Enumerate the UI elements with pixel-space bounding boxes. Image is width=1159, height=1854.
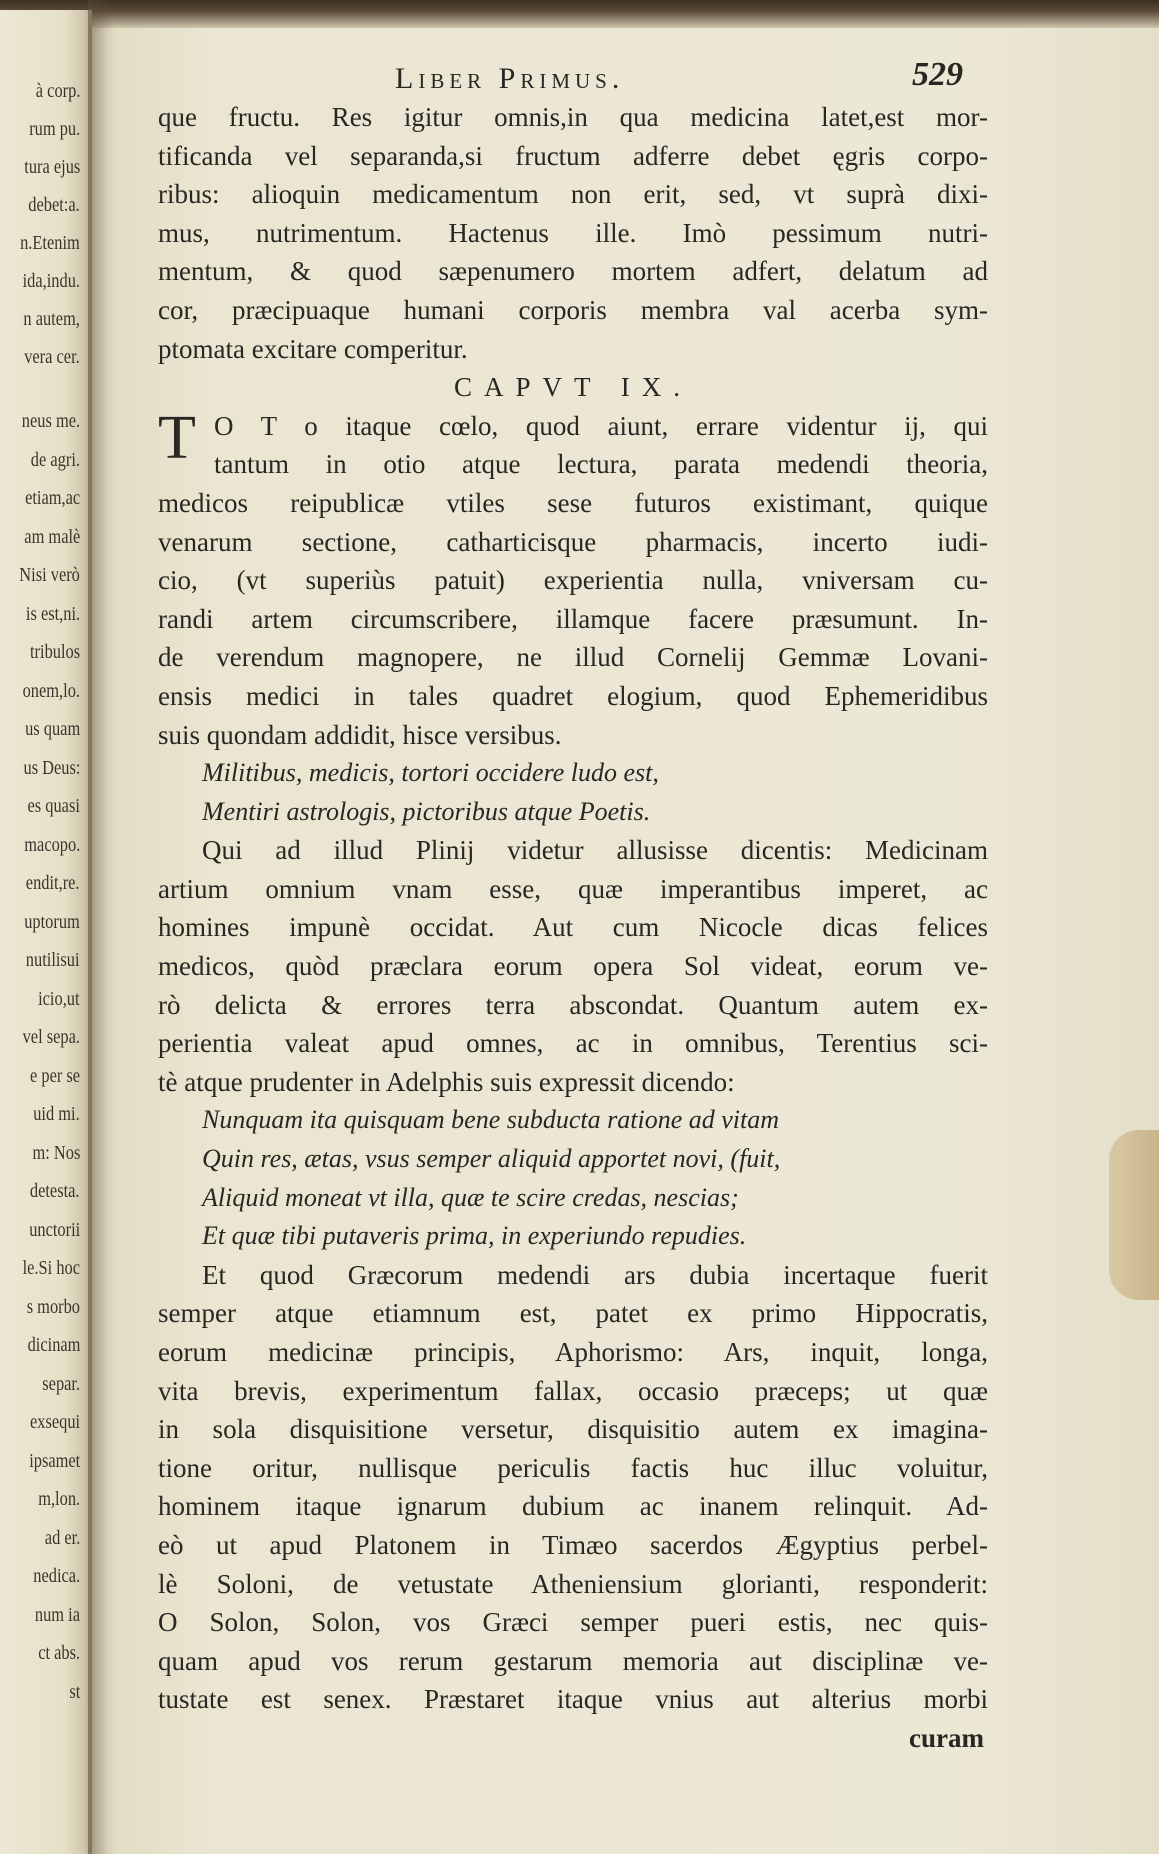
facing-page-fragment: us Deus: (23, 756, 80, 779)
facing-page-fragment: ct abs. (38, 1642, 80, 1664)
gutter-shadow (88, 0, 114, 1854)
body-line: medicos, quòd præclara eorum opera Sol videat, eorum ve- (158, 951, 988, 982)
body-line: hominem itaque ignarum dubium ac inanem relinquit. Ad- (158, 1491, 988, 1522)
body-line: ptomata excitare comperitur. (158, 333, 468, 364)
facing-page-fragment: vel sepa. (22, 1026, 80, 1048)
facing-page-fragment: dicinam (27, 1334, 80, 1356)
facing-page-fragment: tribulos (29, 641, 80, 663)
verse-line: Quin res, ætas, vsus semper aliquid apportet novi, (fuit, (202, 1144, 781, 1174)
facing-page-fragment: am malè (23, 525, 80, 548)
body-line: O Solon, Solon, vos Græci semper pueri estis, nec quis- (158, 1607, 988, 1638)
facing-page-fragment: unctorii (28, 1218, 80, 1241)
facing-page-fragment: le.Si hoc (22, 1257, 80, 1279)
body-line: tificanda vel separanda,si fructum adferre debet ęgris corpo- (158, 140, 988, 171)
facing-page-fragment: e per se (29, 1064, 80, 1087)
facing-page-fragment: etiam,ac (24, 487, 80, 509)
body-line: de verendum magnopere, ne illud Cornelij Gemmæ Lovani- (158, 642, 988, 673)
verse-line: Et quæ tibi putaveris prima, in experiundo repudies. (202, 1221, 747, 1251)
facing-page-fragment: detesta. (30, 1180, 80, 1202)
facing-page-fragment: n.Etenim (20, 232, 80, 254)
body-line: cor, præcipuaque humani corporis membra val acerba sym- (158, 294, 988, 325)
facing-page-fragment: à corp. (35, 80, 80, 102)
body-line: Qui ad illud Plinij videtur allusisse dicentis: Medicinam (202, 835, 988, 866)
facing-page-fragment: exsequi (29, 1411, 80, 1433)
body-line: medicos reipublicæ vtiles sese futuros existimant, quique (158, 487, 988, 518)
facing-page-fragment: m: Nos (32, 1141, 80, 1164)
facing-page-fragment: tura ejus (23, 156, 80, 178)
facing-page-strip (0, 10, 92, 1854)
facing-page-fragment: nutilisui (26, 949, 80, 971)
body-line: in sola disquisitione versetur, disquisitio autem ex imagina- (158, 1414, 988, 1445)
body-line: eò ut apud Platonem in Timæo sacerdos Ægyptius perbel- (158, 1529, 988, 1560)
facing-page-fragment: ida,indu. (22, 270, 80, 292)
page-header (0, 56, 1159, 102)
facing-page-fragment: uptorum (24, 910, 80, 933)
body-line: O T o itaque cœlo, quod aiunt, errare videntur ij, qui (214, 410, 988, 441)
body-line: homines impunè occidat. Aut cum Nicocle dicas felices (158, 912, 988, 943)
facing-page-fragment: st (69, 1680, 80, 1703)
facing-page-fragment: endit,re. (26, 872, 80, 894)
facing-page-fragment: num ia (34, 1603, 80, 1626)
body-line: rò delicta & errores terra abscondat. Quantum autem ex- (158, 989, 988, 1020)
body-line: lè Soloni, de vetustate Atheniensium glorianti, responderit: (158, 1568, 988, 1599)
verse-line: Aliquid moneat vt illa, quæ te scire credas, nescias; (202, 1182, 739, 1212)
facing-page-fragment: onem,lo. (22, 679, 80, 702)
body-line: tantum in otio atque lectura, parata medendi theoria, (214, 449, 988, 480)
drop-cap: T (158, 403, 196, 472)
body-line: tione oritur, nullisque periculis factis huc illuc voluitur, (158, 1452, 988, 1483)
facing-page-fragment: de agri. (30, 448, 80, 471)
body-line: mentum, & quod sæpenumero mortem adfert, delatum ad (158, 256, 988, 287)
page-tab (1109, 1130, 1159, 1300)
body-line: tè atque prudenter in Adelphis suis expressit dicendo: (158, 1066, 735, 1097)
page-number: 529 (912, 56, 963, 93)
body-line: eorum medicinæ principis, Aphorismo: Ars, inquit, longa, (158, 1337, 988, 1367)
body-line: artium omnium vnam esse, quæ imperantibus imperet, ac (158, 873, 988, 904)
body-line: ensis medici in tales quadret elogium, quod Ephemeridibus (158, 680, 988, 711)
verse-line: Nunquam ita quisquam bene subducta ratione ad vitam (202, 1105, 780, 1135)
chapter-heading: CAPVT IX. (453, 372, 693, 403)
facing-page-fragment: debet:a. (28, 194, 80, 216)
facing-page-fragment: n autem, (23, 308, 80, 330)
facing-page-fragment: nedica. (33, 1565, 80, 1587)
facing-page-fragment: macopo. (23, 833, 80, 856)
facing-page-fragment: ipsamet (28, 1449, 80, 1472)
facing-page-fragment: ad er. (44, 1526, 80, 1549)
body-line: cio, (vt superiùs patuit) experientia nulla, vniversam cu- (158, 565, 988, 596)
facing-page-fragment: m,lon. (38, 1488, 80, 1510)
facing-page-fragment: is est,ni. (25, 602, 80, 625)
body-line: venarum sectione, catharticisque pharmacis, incerto iudi- (158, 526, 988, 557)
facing-page-fragment: uid mi. (33, 1103, 80, 1125)
body-line: ribus: alioquin medicamentum non erit, sed, vt suprà dixi- (158, 179, 988, 210)
body-line: mus, nutrimentum. Hactenus ille. Imò pessimum nutri- (158, 217, 988, 248)
body-line: que fructu. Res igitur omnis,in qua medicina latet,est mor- (158, 102, 988, 132)
body-line: perientia valeat apud omnes, ac in omnibus, Terentius sci- (158, 1028, 988, 1059)
verse-line: Mentiri astrologis, pictoribus atque Poetis. (202, 796, 651, 826)
catchword: curam (909, 1722, 984, 1753)
running-head: Liber Primus. (395, 62, 625, 95)
facing-page-fragment: neus me. (21, 410, 80, 432)
facing-page-fragment: Nisi verò (19, 564, 80, 586)
facing-page-fragment: icio,ut (38, 987, 80, 1010)
body-line: quam apud vos rerum gestarum memoria aut disciplinæ ve- (158, 1645, 988, 1676)
facing-page-fragment: vera cer. (24, 346, 80, 368)
body-line: randi artem circumscribere, illamque facere præsumunt. In- (158, 603, 988, 634)
body-line: Et quod Græcorum medendi ars dubia incertaque fuerit (202, 1259, 988, 1290)
facing-page-fragment: us quam (24, 718, 80, 740)
page-top-edge (0, 0, 1159, 28)
body-line: suis quondam addidit, hisce versibus. (158, 719, 562, 750)
body-line: tustate est senex. Præstaret itaque vnius aut alterius morbi (158, 1684, 988, 1715)
facing-page-fragment: es quasi (27, 795, 80, 817)
text-block (158, 98, 988, 1758)
facing-page-fragment: rum pu. (28, 118, 80, 140)
facing-page-fragment: separ. (42, 1372, 80, 1395)
body-line: vita brevis, experimentum fallax, occasio præceps; ut quæ (158, 1375, 988, 1406)
chapter-paragraph (158, 403, 988, 754)
verse-line: Militibus, medicis, tortori occidere ludo est, (202, 758, 659, 788)
body-line: semper atque etiamnum est, patet ex primo Hippocratis, (158, 1298, 988, 1329)
facing-page-fragment: s morbo (26, 1295, 80, 1318)
